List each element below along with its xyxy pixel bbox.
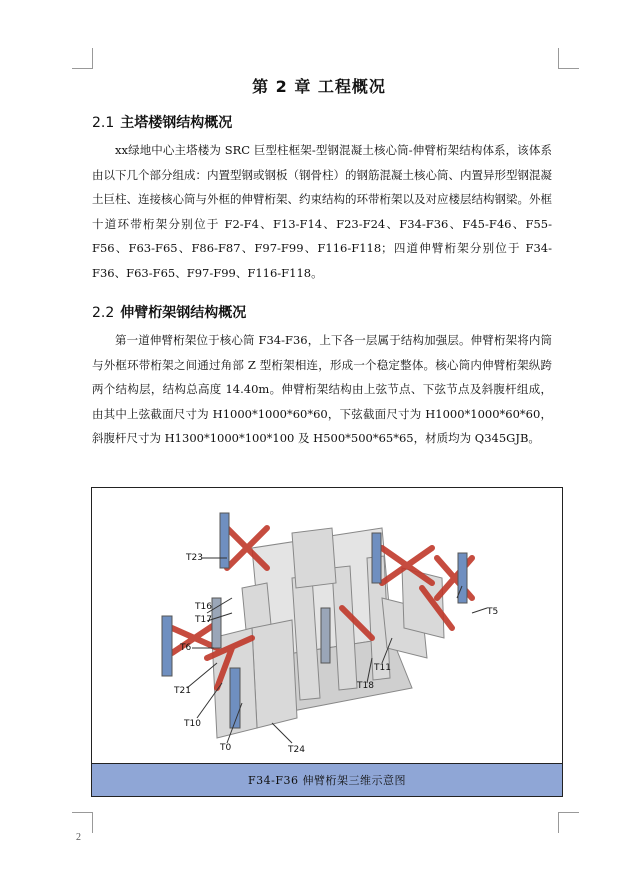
truss-label: T21 [174, 686, 191, 696]
truss-label: T17 [195, 615, 212, 625]
page-number: 2 [76, 832, 81, 843]
crop-mark-bottom-right [558, 812, 579, 833]
section-number: 2.1 [92, 115, 115, 131]
truss-label: T23 [186, 553, 203, 563]
truss-label: T10 [184, 719, 201, 729]
section-number: 2.2 [92, 305, 115, 321]
section-title: 主塔楼钢结构概况 [120, 115, 233, 131]
section-paragraph: xx绿地中心主塔楼为 SRC 巨型柱框架-型钢混凝土核心筒-伸臂桁架结构体系，该体系由以下几个部分组成：内置型钢或钢板（钢骨柱）的钢筋混凝土核心筒、内置异形型钢混凝土巨柱、连接核心筒与外框的伸臂桁架、约束结构的环带桁架以及对应楼层结构钢梁。外框十道环带桁架分别位于 F2-F4、F13-F14、F23-F24、F34-F36、F45-F46、F55-F56、F63-F65、F86-F87、F97-F99、F116-F118；四道伸臂桁架分别位于 F34-F36、F63-F65、F97-F99、F116-F118。 [92, 143, 552, 280]
truss-label: T6 [180, 643, 192, 653]
truss-figure [91, 487, 563, 797]
truss-label: T11 [374, 663, 391, 673]
truss-label: T24 [288, 745, 305, 755]
truss-label: T18 [357, 681, 374, 691]
chapter-title: 第 2 章 工程概况 [252, 77, 386, 96]
truss-label: T0 [220, 743, 232, 753]
truss-3d-diagram [92, 488, 562, 764]
truss-label: T5 [487, 607, 499, 617]
crop-mark-top-left [72, 48, 93, 69]
crop-mark-top-right [558, 48, 579, 69]
truss-label: T16 [195, 602, 212, 612]
section-heading-2-2 [92, 302, 246, 322]
figure-caption: F34-F36 伸臂桁架三维示意图 [92, 763, 562, 796]
section-heading-2-1 [92, 112, 232, 132]
section-title: 伸臂桁架钢结构概况 [120, 305, 247, 321]
section-paragraph: 第一道伸臂桁架位于核心筒 F34-F36，上下各一层属于结构加强层。伸臂桁架将内筒与外框环带桁架之间通过角部 Z 型桁架相连，形成一个稳定整体。核心筒内伸臂桁架纵跨两个结构层，结构总高度 14.40m。伸臂桁架结构由上弦节点、下弦节点及斜腹杆组成，由其中上弦截面尺寸为 H1000*1000*60*60，下弦截面尺寸为 H1000*1000*60*60，斜腹杆尺寸为 H1300*1000*100*100 及 H500*500*65*65，材质均为 Q345GJB。 [92, 333, 552, 445]
crop-mark-bottom-left [72, 812, 93, 833]
